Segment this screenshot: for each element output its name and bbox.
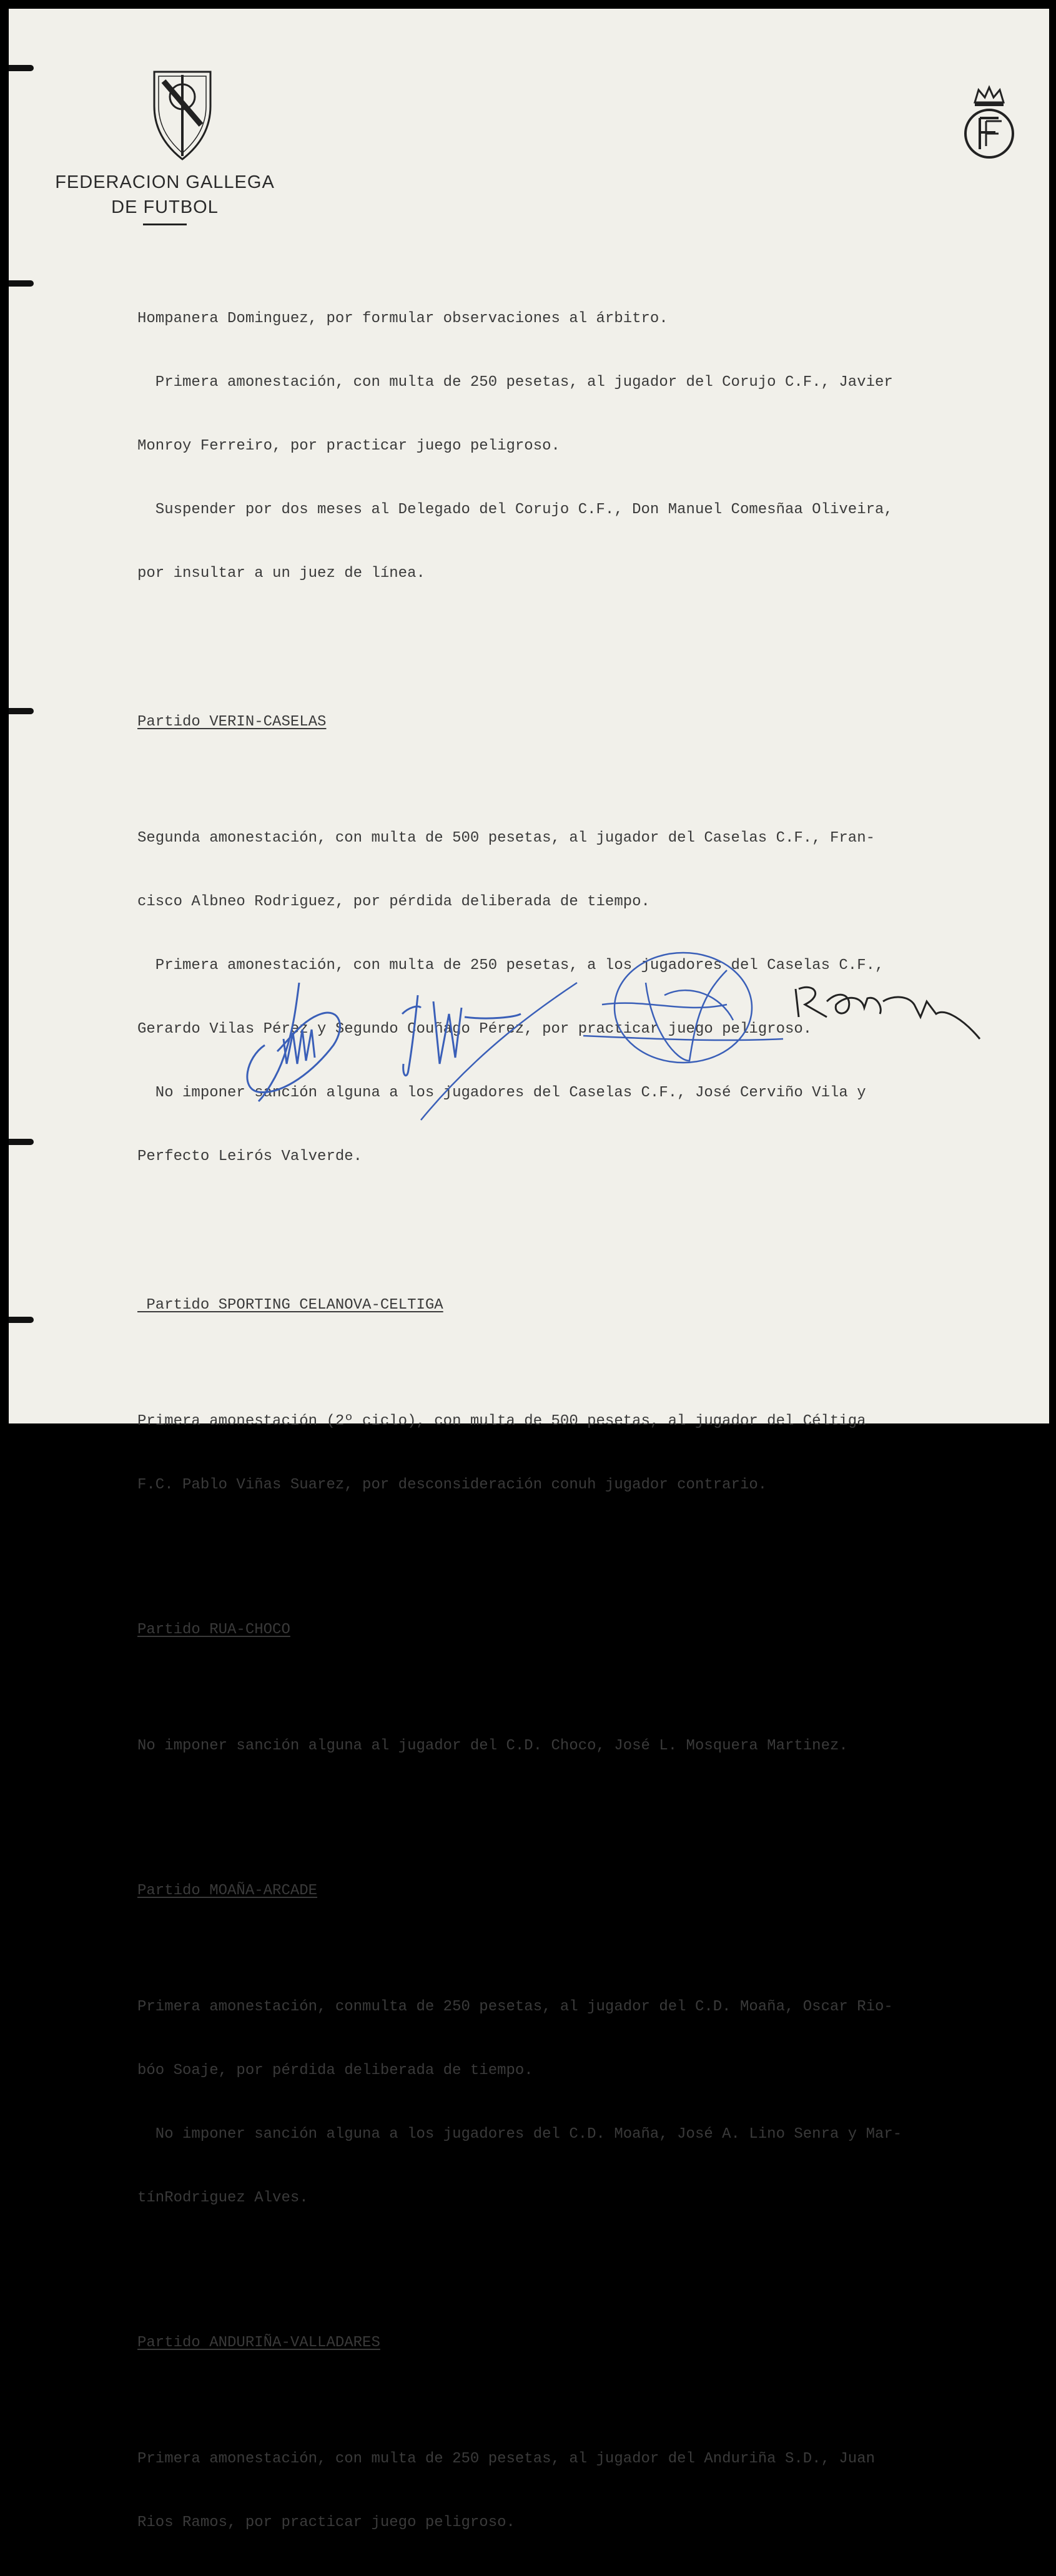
intro-line: Suspender por dos meses al Delegado del Corujo C.F., Don Manuel Comesñaa Oliveira, xyxy=(137,501,893,518)
section-line: Rios Ramos, por practicar juego peligroso. xyxy=(137,2514,515,2531)
section-line: tínRodriguez Alves. xyxy=(137,2190,308,2206)
letterhead-line-1: FEDERACION GALLEGA xyxy=(55,172,275,192)
section-line: Gerardo Vilas Pérez y Segundo Couñago Pérez, por practicar juego peligroso. xyxy=(137,1021,812,1038)
shield-crest-icon xyxy=(151,69,214,162)
intro-line: Primera amonestación, con multa de 250 pesetas, al jugador del Corujo C.F., Javier xyxy=(137,374,893,391)
section-line: No imponer sanción alguna a los jugadores del C.D. Moaña, José A. Lino Senra y Mar- xyxy=(137,2126,902,2143)
section-line: Segunda amonestación, con multa de 500 pesetas, al jugador del Caselas C.F., Fran- xyxy=(137,830,875,847)
section-line: No imponer sanción alguna a los jugadores del Caselas C.F., José Cerviño Vila y xyxy=(137,1084,866,1101)
section-line: Perfecto Leirós Valverde. xyxy=(137,1148,363,1165)
binder-hole xyxy=(9,708,34,714)
section-heading: Partido ANDURIÑA-VALLADARES xyxy=(137,2334,380,2351)
signature-2 xyxy=(390,970,590,1126)
section-line: Primera amonestación, conmulta de 250 pesetas, al jugador del C.D. Moaña, Oscar Rio- xyxy=(137,1998,893,2015)
section-line: F.C. Pablo Viñas Suarez, por desconsideración conuh jugador contrario. xyxy=(137,1477,767,1493)
signature-4 xyxy=(789,970,989,1051)
binder-hole xyxy=(9,280,34,287)
section-line: Primera amonestación (2º ciclo), con multa de 500 pesetas, al jugador del Céltiga xyxy=(137,1413,866,1430)
section-heading: Partido RUA-CHOCO xyxy=(137,1621,290,1638)
section-line: No imponer sanción alguna al jugador del C.D. Choco, José L. Mosquera Martinez. xyxy=(137,1738,848,1754)
section-heading: Partido MOAÑA-ARCADE xyxy=(137,1882,318,1899)
section-heading: Partido SPORTING CELANOVA-CELTIGA xyxy=(137,1297,443,1314)
letterhead-rule xyxy=(143,224,187,225)
letterhead-line-2: DE FUTBOL xyxy=(111,197,219,217)
document-body xyxy=(137,266,1024,2576)
binder-hole xyxy=(9,65,34,71)
document-page xyxy=(9,9,1049,2531)
section-line: Primera amonestación, con multa de 250 pesetas, a los jugadores del Caselas C.F., xyxy=(137,957,884,974)
crowned-fe-emblem-icon xyxy=(961,84,1017,162)
section-line: cisco Albneo Rodriguez, por pérdida deliberada de tiempo. xyxy=(137,893,650,910)
binder-hole xyxy=(9,1317,34,1323)
letterhead xyxy=(52,170,277,225)
section-heading: Partido VERIN-CASELAS xyxy=(137,714,327,730)
intro-line: por insultar a un juez de línea. xyxy=(137,565,425,582)
binder-hole xyxy=(9,1139,34,1145)
signature-1 xyxy=(240,970,377,1114)
intro-line: Monroy Ferreiro, por practicar juego peligroso. xyxy=(137,438,560,455)
intro-line: Hompanera Dominguez, por formular observaciones al árbitro. xyxy=(137,310,668,327)
signature-3 xyxy=(577,945,796,1070)
section-line: bóo Soaje, por pérdida deliberada de tiempo. xyxy=(137,2062,533,2079)
section-line: Primera amonestación, con multa de 250 pesetas, al jugador del Anduriña S.D., Juan xyxy=(137,2451,875,2467)
